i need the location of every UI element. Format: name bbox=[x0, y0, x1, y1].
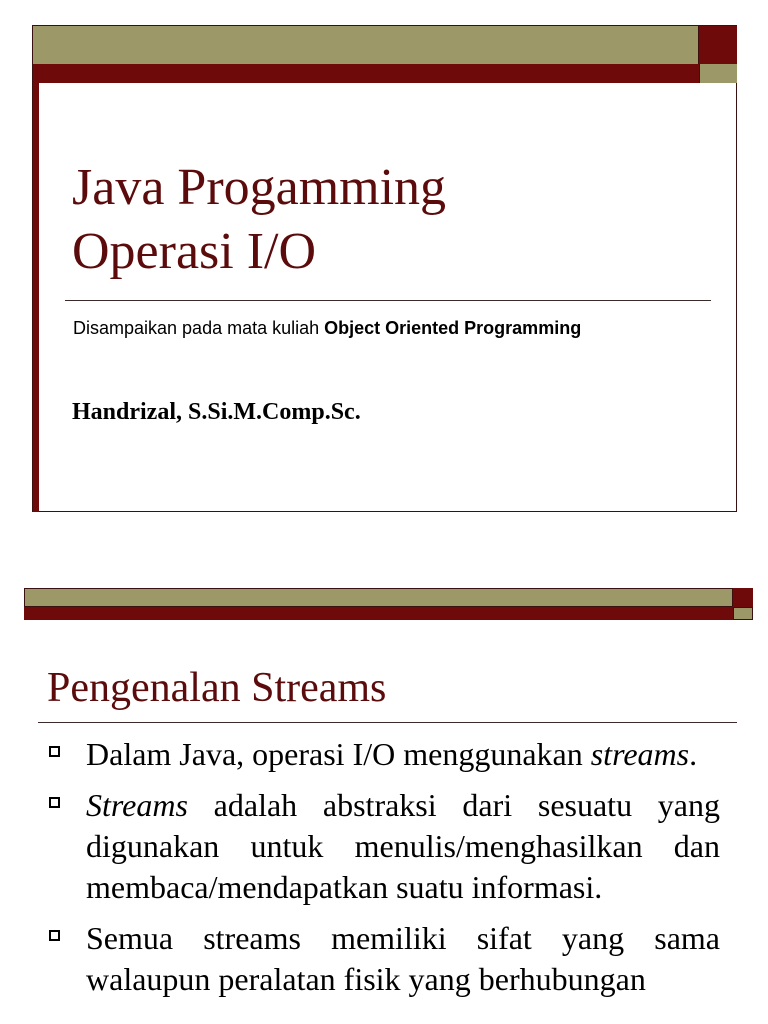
slide2-title: Pengenalan Streams bbox=[47, 665, 387, 711]
title-divider bbox=[65, 300, 711, 301]
header-corner-maroon-square bbox=[699, 26, 737, 64]
bullet-italic-term: streams bbox=[590, 736, 690, 772]
bullet-italic-term: Streams bbox=[86, 787, 188, 823]
author-name: Handrizal, S.Si.M.Comp.Sc. bbox=[72, 399, 361, 425]
slide2-header-corner-olive-square bbox=[733, 607, 753, 620]
header-corner-olive-square bbox=[699, 64, 737, 83]
slide-title-line-1: Java Progamming bbox=[72, 159, 447, 216]
slide-title bbox=[72, 156, 446, 284]
list-item bbox=[46, 785, 720, 908]
slide2-header-maroon-band bbox=[24, 607, 733, 620]
slide2-header-olive-band bbox=[24, 588, 733, 607]
list-item bbox=[46, 918, 720, 1000]
hollow-square-bullet-icon bbox=[49, 930, 60, 941]
bullet-text-end: . bbox=[689, 736, 698, 772]
slide-title-line-2: Operasi I/O bbox=[72, 223, 317, 280]
bullet-text: Semua streams memiliki sifat yang sama walaupun peralatan fisik yang berhubungan bbox=[86, 920, 720, 997]
bullet-text: Dalam Java, operasi I/O menggunakan bbox=[86, 736, 591, 772]
bullet-text: adalah abstraksi dari sesuatu yang digunakan untuk menulis/menghasilkan dan membaca/mendapatkan suatu informasi. bbox=[86, 787, 720, 905]
header-olive-band bbox=[33, 26, 699, 64]
slide-subtitle bbox=[73, 318, 581, 339]
title-slide bbox=[32, 25, 737, 512]
slide2-header-corner-maroon-square bbox=[733, 588, 753, 607]
subtitle-prefix: Disampaikan pada mata kuliah bbox=[73, 318, 325, 338]
slide2-title-divider bbox=[38, 722, 737, 723]
header-maroon-band bbox=[33, 64, 699, 83]
list-item bbox=[46, 734, 720, 775]
bullet-list bbox=[46, 734, 720, 1010]
hollow-square-bullet-icon bbox=[49, 797, 60, 808]
left-accent-bar bbox=[33, 83, 39, 512]
hollow-square-bullet-icon bbox=[49, 746, 60, 757]
subtitle-course-name: Object Oriented Programming bbox=[324, 318, 582, 338]
